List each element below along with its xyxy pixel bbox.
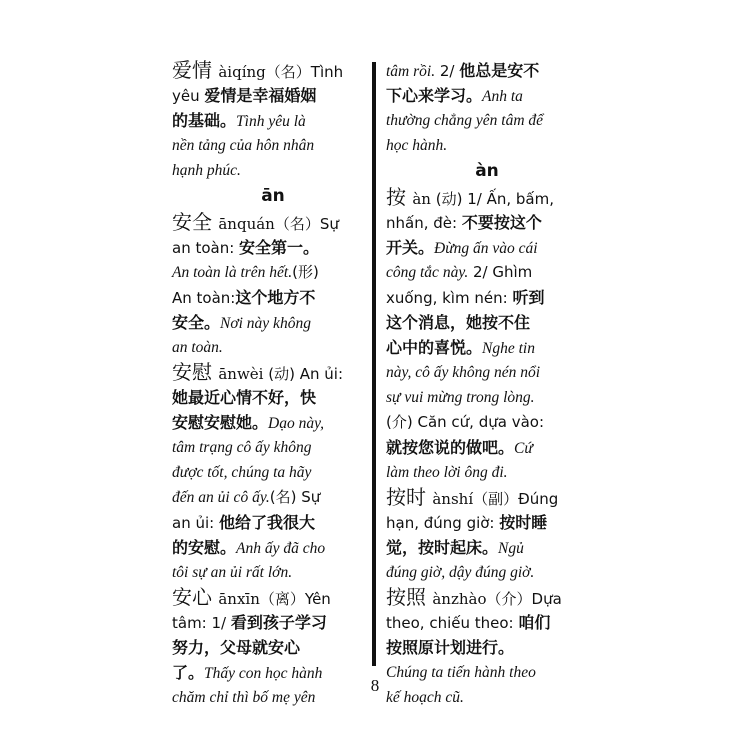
headword: 安全 bbox=[172, 210, 219, 234]
chinese-example: 觉，按时起床。 bbox=[386, 538, 499, 557]
definition-text: tâm: 1/ bbox=[172, 614, 231, 632]
vietnamese-translation: kế hoạch cũ. bbox=[386, 689, 464, 706]
definition-text: hạn, đúng giờ: bbox=[386, 514, 500, 532]
entry-line bbox=[386, 210, 588, 235]
vietnamese-translation: Anh ấy đã cho bbox=[236, 540, 326, 557]
entry-line bbox=[172, 235, 374, 260]
entry-line bbox=[386, 335, 588, 360]
entry-line bbox=[172, 385, 374, 410]
definition-text: Tình bbox=[310, 63, 344, 81]
chinese-example: 就按您说的做吧。 bbox=[386, 438, 515, 457]
left-column bbox=[172, 58, 374, 710]
entry-line bbox=[172, 310, 374, 335]
definition-text: an toàn: bbox=[172, 239, 240, 257]
entry-line bbox=[172, 108, 374, 133]
chinese-example: 安全。 bbox=[172, 313, 221, 332]
dictionary-entry-anshi bbox=[386, 485, 588, 585]
chinese-example: 按照原计划进行。 bbox=[386, 638, 515, 657]
vietnamese-translation: chăm chỉ thì bố mẹ yên bbox=[172, 689, 316, 706]
page-number: 8 bbox=[370, 676, 380, 695]
entry-line bbox=[172, 635, 374, 660]
dictionary-entry-an-press bbox=[386, 185, 588, 485]
headword: 安慰 bbox=[172, 360, 219, 384]
definition-text: 1/ Ấn, bấm, bbox=[467, 190, 554, 208]
definition-text: 2/ bbox=[435, 62, 460, 80]
entry-line bbox=[386, 635, 588, 660]
chinese-example: 按时睡 bbox=[499, 513, 548, 532]
entry-line bbox=[386, 108, 588, 133]
vietnamese-translation: làm theo lời ông đi. bbox=[386, 464, 508, 481]
dictionary-entry-anwei bbox=[172, 360, 374, 585]
chinese-example: 的安慰。 bbox=[172, 538, 237, 557]
chinese-example: 开关。 bbox=[386, 238, 435, 257]
definition-text: theo, chiếu theo: bbox=[386, 614, 519, 632]
vietnamese-translation: công tắc này. bbox=[386, 264, 469, 281]
chinese-example: 咱们 bbox=[518, 613, 551, 632]
part-of-speech: (介) bbox=[386, 413, 418, 431]
pinyin: ānwèi bbox=[218, 365, 264, 383]
entry-line bbox=[172, 210, 374, 235]
chinese-example: 下心来学习。 bbox=[386, 86, 483, 105]
entry-line bbox=[386, 235, 588, 260]
part-of-speech: (形) bbox=[292, 263, 319, 281]
vietnamese-translation: Ngủ bbox=[498, 540, 524, 557]
entry-line bbox=[172, 335, 374, 360]
vietnamese-translation: Anh ta bbox=[482, 88, 523, 105]
definition-text: Sự bbox=[296, 488, 321, 506]
dictionary-entry-section-an-4 bbox=[386, 158, 588, 185]
vietnamese-translation: tâm trạng cô ấy không bbox=[172, 439, 312, 456]
definition-text: xuống, kìm nén: bbox=[386, 289, 513, 307]
entry-line bbox=[386, 560, 588, 585]
column-divider bbox=[372, 62, 376, 666]
vietnamese-translation: Nơi này không bbox=[220, 315, 311, 332]
entry-line bbox=[172, 260, 374, 285]
entry-line bbox=[386, 610, 588, 635]
entry-line bbox=[172, 535, 374, 560]
entry-line bbox=[172, 360, 374, 385]
part-of-speech: （离） bbox=[259, 590, 305, 608]
entry-line bbox=[386, 58, 588, 83]
headword: 按时 bbox=[386, 485, 433, 509]
pinyin: ānxīn bbox=[218, 590, 260, 608]
pinyin: àn bbox=[412, 190, 431, 208]
entry-line bbox=[386, 260, 588, 285]
entry-line bbox=[172, 485, 374, 510]
pinyin: ànshí bbox=[432, 490, 474, 508]
entry-line bbox=[386, 185, 588, 210]
vietnamese-translation: này, cô ấy không nén nổi bbox=[386, 364, 541, 381]
entry-line bbox=[172, 460, 374, 485]
definition-text: an ủi: bbox=[172, 514, 219, 532]
pinyin: ànzhào bbox=[432, 590, 487, 608]
entry-line bbox=[172, 435, 374, 460]
vietnamese-translation: An toàn là trên hết. bbox=[172, 264, 293, 281]
chinese-example: 不要按这个 bbox=[461, 213, 542, 232]
vietnamese-translation: Nghe tin bbox=[482, 340, 535, 357]
vietnamese-translation: an toàn. bbox=[172, 339, 223, 356]
chinese-example: 这个地方不 bbox=[235, 288, 316, 307]
definition-text: Căn cứ, dựa vào: bbox=[417, 413, 545, 431]
headword: 按照 bbox=[386, 585, 433, 609]
entry-line bbox=[172, 285, 374, 310]
entry-line bbox=[386, 285, 588, 310]
pinyin: ānquán bbox=[218, 215, 275, 233]
entry-line bbox=[386, 133, 588, 158]
entry-line bbox=[386, 535, 588, 560]
pinyin: àiqíng bbox=[218, 63, 266, 81]
part-of-speech: （介） bbox=[486, 590, 532, 608]
chinese-example: 安全第一。 bbox=[239, 238, 320, 257]
entry-line bbox=[172, 158, 374, 183]
vietnamese-translation: Cứ bbox=[514, 440, 533, 457]
headword: 按 bbox=[386, 185, 413, 209]
part-of-speech: （名） bbox=[274, 215, 320, 233]
vietnamese-translation: Thấy con học hành bbox=[204, 665, 323, 682]
entry-line bbox=[386, 360, 588, 385]
headword: 爱情 bbox=[172, 58, 219, 82]
vietnamese-translation: được tốt, chúng ta hãy bbox=[172, 464, 312, 481]
chinese-example: 她最近心情不好，快 bbox=[172, 388, 317, 407]
part-of-speech: (动) bbox=[263, 365, 300, 383]
chinese-example: 他给了我很大 bbox=[218, 513, 315, 532]
part-of-speech: （副） bbox=[473, 490, 519, 508]
definition-text: Yên bbox=[304, 590, 331, 608]
vietnamese-translation: hạnh phúc. bbox=[172, 162, 241, 179]
entry-line bbox=[386, 510, 588, 535]
chinese-example: 努力，父母就安心 bbox=[172, 638, 301, 657]
entry-line bbox=[386, 83, 588, 108]
chinese-example: 爱情是幸福婚姻 bbox=[204, 86, 317, 105]
vietnamese-translation: học hành. bbox=[386, 137, 448, 154]
vietnamese-translation: thường chẳng yên tâm để bbox=[386, 112, 544, 129]
vietnamese-translation: Dạo này, bbox=[268, 415, 324, 432]
vietnamese-translation: tôi sự an ủi rất lớn. bbox=[172, 564, 293, 581]
definition-text: nhấn, đè: bbox=[386, 214, 462, 232]
chinese-example: 他总是安不 bbox=[459, 61, 540, 80]
section-heading: ān bbox=[261, 186, 285, 206]
chinese-example: 看到孩子学习 bbox=[230, 613, 327, 632]
vietnamese-translation: tâm rồi. bbox=[386, 63, 436, 80]
vietnamese-translation: đến an ủi cô ấy. bbox=[172, 489, 270, 506]
part-of-speech: （名） bbox=[265, 63, 311, 81]
part-of-speech: (动) bbox=[430, 190, 468, 208]
definition-text: Dựa bbox=[531, 590, 562, 608]
vietnamese-translation: Tình yêu là bbox=[236, 113, 306, 130]
vietnamese-translation: Đừng ấn vào cái bbox=[434, 240, 538, 257]
section-heading: àn bbox=[475, 161, 499, 181]
entry-line bbox=[386, 310, 588, 335]
vietnamese-translation: đúng giờ, dậy đúng giờ. bbox=[386, 564, 535, 581]
headword: 安心 bbox=[172, 585, 219, 609]
entry-line bbox=[386, 485, 588, 510]
definition-text: yêu bbox=[172, 87, 205, 105]
entry-line bbox=[172, 610, 374, 635]
vietnamese-translation: sự vui mừng trong lòng. bbox=[386, 389, 535, 406]
entry-line bbox=[386, 435, 588, 460]
entry-line bbox=[172, 560, 374, 585]
dictionary-entry-anquan bbox=[172, 210, 374, 360]
vietnamese-translation: nền tảng của hôn nhân bbox=[172, 137, 315, 154]
entry-line bbox=[386, 410, 588, 435]
part-of-speech: (名) bbox=[269, 488, 297, 506]
entry-line bbox=[172, 83, 374, 108]
entry-line bbox=[386, 385, 588, 410]
entry-line bbox=[172, 585, 374, 610]
dictionary-entry-anxin-cont bbox=[386, 58, 588, 158]
chinese-example: 心中的喜悦。 bbox=[386, 338, 483, 357]
chinese-example: 安慰安慰她。 bbox=[172, 413, 269, 432]
definition-text: An toàn: bbox=[172, 289, 236, 307]
entry-line bbox=[172, 510, 374, 535]
definition-text: Sự bbox=[319, 215, 339, 233]
entry-line bbox=[172, 133, 374, 158]
right-column bbox=[386, 58, 588, 710]
dictionary-entry-section-an-1 bbox=[172, 183, 374, 210]
entry-line bbox=[172, 58, 374, 83]
entry-line bbox=[172, 410, 374, 435]
definition-text: Đúng bbox=[518, 490, 559, 508]
chinese-example: 听到 bbox=[512, 288, 545, 307]
vietnamese-translation: Chúng ta tiến hành theo bbox=[386, 664, 536, 681]
dictionary-entry-aiqing bbox=[172, 58, 374, 183]
entry-line bbox=[386, 585, 588, 610]
definition-text: 2/ Ghìm bbox=[468, 263, 533, 281]
chinese-example: 的基础。 bbox=[172, 111, 237, 130]
entry-line bbox=[386, 460, 588, 485]
chinese-example: 这个消息，她按不住 bbox=[386, 313, 531, 332]
chinese-example: 了。 bbox=[172, 663, 205, 682]
definition-text: An ủi: bbox=[299, 365, 343, 383]
